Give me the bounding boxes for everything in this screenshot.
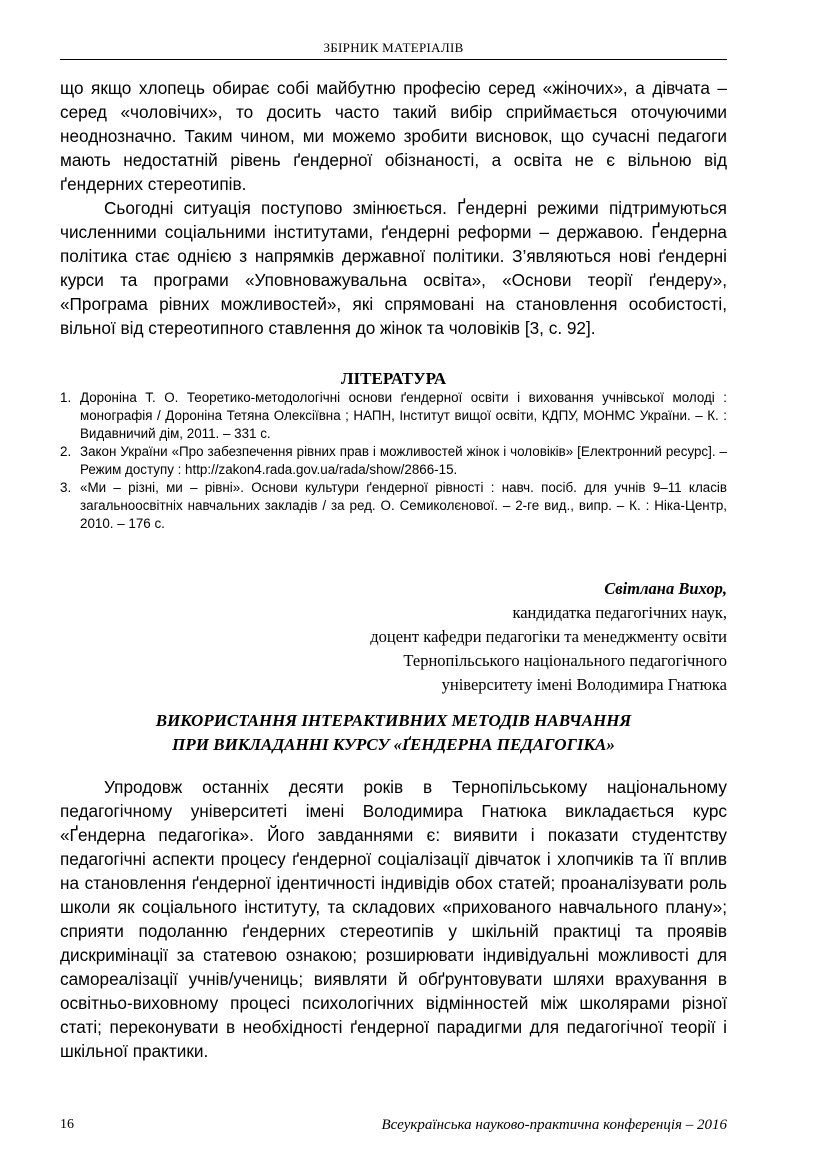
intro-text: [60, 76, 727, 340]
page-number: 16: [60, 1117, 74, 1132]
paragraph: Сьогодні ситуація поступово змінюється. Ґендерні режими підтримуються численними соціальними інститутами, ґендерні реформи – державою. Ґендерна політика стає однією з напрямків державної політики. З’являються нові ґендерні курси та програми «Уповноважувальна освіта», «Основи теорії ґендеру», «Програма рівних можливостей», які спрямовані на становлення особистості, вільної від стереотипного ставлення до жінок та чоловіків [3, с. 92].: [60, 198, 727, 338]
reference-item: [60, 479, 727, 533]
paragraph: Упродовж останніх десяти років в Тернопільському національному педагогічному університеті імені Володимира Гнатюка викладається курс «Ґендерна педагогіка». Його завданнями є: виявити і показати студентству педагогічні аспекти процесу ґендерної соціалізації дівчаток і хлопчиків та її вплив на становлення ґендерної ідентичності індивідів обох статей; проаналізувати роль школи як соціального інституту, та складових «прихованого навчального плану»; сприяти подоланню ґендерних стереотипів у шкільній практиці та проявів дискримінації за статевою ознакою; розширювати індивідуальні можливості для самореалізації учнів/учениць; виявляти й обґрунтовувати шляхи врахування в освітньо-виховному процесі психологічних відмінностей між школярами різної статі; переконувати в необхідності ґендерної парадигми для педагогічної теорії і шкільної практики.: [60, 777, 727, 1061]
article-title-line: ПРИ ВИКЛАДАННІ КУРСУ «ҐЕНДЕРНА ПЕДАГОГІКА»: [172, 735, 615, 754]
reference-text: «Ми – різні, ми – рівні». Основи культури ґендерної рівності : навч. посіб. для учнів 9–11 класів загальноосвітніх навчальних закладів / за ред. О. Семиколєнової. – 2-ге вид., випр. – К. : Ніка-Центр, 2010. – 176 с.: [80, 480, 727, 531]
header-rule: [60, 59, 727, 60]
reference-item: [60, 443, 727, 479]
reference-number: 1.: [60, 390, 72, 405]
author-block: [260, 577, 727, 697]
reference-list: [60, 389, 727, 533]
reference-text: Закон України «Про забезпечення рівних прав і можливостей жінок і чоловіків» [Електронний ресурс]. – Режим доступу : http://zakon4.rada.gov.ua/rada/show/2866-15.: [80, 444, 727, 477]
article-title-line: ВИКОРИСТАННЯ ІНТЕРАКТИВНИХ МЕТОДІВ НАВЧАННЯ: [155, 711, 632, 730]
footer-conference: Всеукраїнська науково-практична конференція – 2016: [381, 1117, 727, 1133]
author-name: Світлана Вихор,: [604, 579, 727, 598]
author-affiliation-line: Тернопільського національного педагогічного: [403, 651, 727, 670]
paragraph: що якщо хлопець обирає собі майбутню професію серед «жіночих», а дівчата – серед «чоловічих», то досить часто такий вибір сприймається оточуючими неоднозначно. Таким чином, ми можемо зробити висновок, що сучасні педагоги мають недостатній рівень ґендерної обізнаності, а освіта не є вільною від ґендерних стереотипів.: [60, 78, 727, 194]
literature-heading: ЛІТЕРАТУРА: [340, 369, 447, 388]
reference-item: [60, 389, 727, 443]
author-affiliation-line: університету імені Володимира Гнатюка: [441, 675, 727, 694]
article-title: [60, 709, 727, 757]
reference-number: 2.: [60, 444, 72, 459]
author-affiliation-line: кандидатка педагогічних наук,: [512, 603, 727, 622]
reference-text: Дороніна Т. О. Теоретико-методологічні основи ґендерної освіти і виховання учнівської молоді : монографія / Дороніна Тетяна Олексіївна ; НАПН, Інститут вищої освіти, КДПУ, МОНМС України. – К. : Видавничий дім, 2011. – 331 с.: [80, 390, 727, 441]
author-affiliation-line: доцент кафедри педагогіки та менеджменту освіти: [370, 627, 727, 646]
article-body: [60, 775, 727, 1063]
reference-number: 3.: [60, 480, 72, 495]
running-header: ЗБІРНИК МАТЕРІАЛІВ: [323, 40, 464, 55]
